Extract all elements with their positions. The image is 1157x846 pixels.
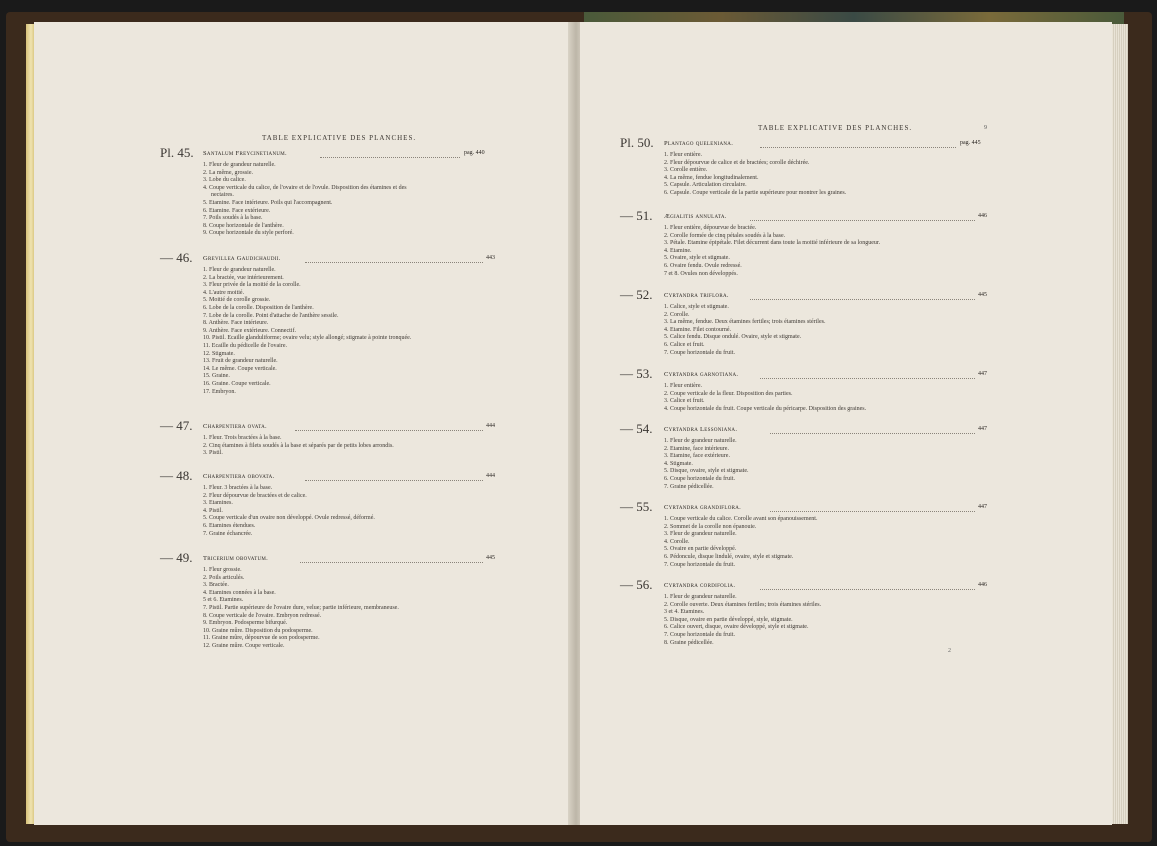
leader-dots <box>300 554 483 563</box>
species-name: Cyrtandra grandiflora. <box>664 504 742 511</box>
page-ref: 444 <box>486 473 495 479</box>
list-item: 2. La bractée, vue intérieurement. <box>203 274 284 281</box>
list-item: 5. Etamine. Face intérieure. Poils qui l'accompagnent. <box>203 199 333 206</box>
list-item: 4. Corolle. <box>664 538 690 545</box>
plate-number: — 52. <box>620 287 653 302</box>
species-name: Cyrtandra Lessoniana. <box>664 426 738 433</box>
list-item: 9. Anthère. Face extérieure. Connectif. <box>203 327 296 334</box>
list-item: 5. Ovaire en partie développé. <box>664 546 737 553</box>
list-item: 1. Fleur entière. <box>664 152 702 158</box>
list-item: 5. Ovaire, style et stigmate. <box>664 255 730 262</box>
list-item: 6. Coupe horizontale du fruit. <box>664 475 735 482</box>
list-item: 7. Poils soudés à la base. <box>203 215 263 222</box>
plate-section-48 <box>160 468 495 538</box>
plate-number: — 47. <box>160 418 193 433</box>
list-item: 1. Fleur de grandeur naturelle. <box>664 594 737 600</box>
list-item: 12. Stigmate. <box>203 350 235 357</box>
leader-dots <box>760 370 975 379</box>
page-ref: 447 <box>978 371 987 377</box>
list-item: 5. Capsule. Articulation circulaire. <box>664 182 747 189</box>
list-item: 6. Capsule. Coupe verticale de la partie supérieure pour montrer les graines. <box>664 189 847 196</box>
species-name: Cyrtandra triflora. <box>664 292 729 299</box>
leader-dots <box>750 291 975 300</box>
list-item: 12. Graine mûre. Coupe verticale. <box>203 642 285 649</box>
leader-dots <box>320 149 460 158</box>
list-item: 3 et 4. Etamines. <box>664 609 705 616</box>
plate-number: — 55. <box>620 499 653 514</box>
list-item: 7. Lobe de la corolle. Point d'attache de l'anthère sessile. <box>203 312 339 319</box>
list-item: 4. Etamine. Filet contourné. <box>664 326 731 333</box>
list-item: 1. Calice, style et stigmate. <box>664 304 729 310</box>
list-item: 2. La même, grossie. <box>203 169 253 176</box>
list-item: 4. La même, fendue longitudinalement. <box>664 174 759 181</box>
list-item: 7. Coupe horizontale du fruit. <box>664 631 735 638</box>
list-item: 2. Corolle ouverte. Deux étamines fertiles; trois étamines stériles. <box>664 601 822 608</box>
list-item: 7. Graine pédicellée. <box>664 483 714 490</box>
species-name: Charpentiera ovata. <box>203 423 267 430</box>
left-page <box>34 22 574 825</box>
page-ref: 446 <box>978 582 987 588</box>
list-item: 3. Pétale. Etamine épipétale. Filet décurrent dans toute la moitié inférieure de sa longueur. <box>664 240 881 247</box>
list-item: 9. Embryon. Podosperme bifurqué. <box>203 620 288 627</box>
signature-number: 2 <box>948 648 951 654</box>
figure-list <box>160 435 490 458</box>
plate-number: Pl. 45. <box>160 145 194 160</box>
list-item: 3. Bractée. <box>203 582 229 589</box>
list-item: 2. Poils articulés. <box>203 574 245 581</box>
page-ref: 447 <box>978 426 987 432</box>
list-item: 11. Graine mûre, dépourvue de son podosperme. <box>203 635 320 642</box>
plate-number: — 53. <box>620 366 653 381</box>
list-item: 2. Coupe verticale de la fleur. Disposition des parties. <box>664 390 793 397</box>
figure-list <box>620 304 990 357</box>
leader-dots <box>760 581 975 590</box>
species-name: Cyrtandra cordifolia. <box>664 582 736 589</box>
list-item: 1. Coupe verticale du calice. Corolle avant son épanouissement. <box>664 516 818 522</box>
list-item: 7 et 8. Ovules non développés. <box>664 270 738 277</box>
list-item: 6. Pédoncule, disque lindulé, ovaire, style et stigmate. <box>664 553 794 560</box>
list-item: 2. Cinq étamines à filets soudés à la base et séparés par de petits lobes arrondis. <box>203 442 394 449</box>
leader-dots <box>295 422 483 431</box>
page-header: TABLE EXPLICATIVE DES PLANCHES. <box>758 124 913 132</box>
leader-dots <box>750 212 975 221</box>
list-item: 8. Anthère. Face intérieure. <box>203 320 269 327</box>
species-name: Cyrtandra garnotiana. <box>664 371 739 378</box>
list-item: 5. Calice fendu. Disque ondulé. Ovaire, style et stigmate. <box>664 334 802 341</box>
plate-section-47 <box>160 418 495 458</box>
figure-list <box>620 594 990 647</box>
list-item: 5 et 6. Etamines. <box>203 597 244 604</box>
list-item: 6. Calice ouvert, disque, ovaire développé, style et stigmate. <box>664 624 809 631</box>
plate-section-52 <box>620 287 990 357</box>
list-item: 3. Corolle entière. <box>664 167 708 174</box>
list-item: 5. Moitié de corolle grossie. <box>203 297 271 304</box>
page-stack-edge <box>1110 24 1128 824</box>
figure-list <box>160 267 490 396</box>
list-item: 2. Etamine, face intérieure. <box>664 445 729 452</box>
plate-section-55 <box>620 499 990 569</box>
list-item: 6. Etamines étendues. <box>203 522 256 529</box>
list-item: 15. Graine. <box>203 373 230 380</box>
plate-section-54 <box>620 421 990 491</box>
list-item: 3. Lobe du calice. <box>203 177 246 184</box>
figure-list <box>620 383 990 413</box>
plate-number: — 48. <box>160 468 193 483</box>
page-ref: pag. 445 <box>960 140 981 146</box>
list-item: 1. Fleur grossie. <box>203 567 242 573</box>
species-name: Charpentiera obovata. <box>203 473 275 480</box>
list-item: 2. Fleur dépourvue de calice et de bractées; corolle déchirée. <box>664 159 810 166</box>
species-name: Santalum Freycinetianum. <box>203 150 287 157</box>
list-item: 4. Etamine. <box>664 247 692 254</box>
list-item: 3. Calice et fruit. <box>664 398 705 405</box>
list-item: 4. Stigmate. <box>664 460 693 467</box>
list-item: 6. Lobe de la corolle. Disposition de l'anthère. <box>203 304 314 311</box>
list-item: 7. Coupe horizontale du fruit. <box>664 561 735 568</box>
leader-dots <box>770 503 975 512</box>
page-ref: 444 <box>486 423 495 429</box>
list-item: 8. Graine pédicellée. <box>664 639 714 646</box>
plate-section-50 <box>620 135 990 198</box>
list-item: 3. Pistil. <box>203 450 223 457</box>
list-item: 5. Coupe verticale d'un ovaire non développé. Ovule redressé, déformé. <box>203 515 375 522</box>
list-item: 3. Fleur de grandeur naturelle. <box>664 531 737 538</box>
list-item: 4. Coupe verticale du calice, de l'ovaire et de l'ovule. Disposition des étamines et des <box>203 184 407 191</box>
plate-number: Pl. 50. <box>620 135 654 150</box>
plate-section-56 <box>620 577 990 647</box>
list-item: 3. La même, fendue. Deux étamines fertiles; trois étamines stériles. <box>664 319 826 326</box>
plate-section-49 <box>160 550 495 651</box>
list-item: 8. Coupe horizontale de l'anthère. <box>203 222 284 229</box>
list-item: 1. Fleur. Trois bractées à la base. <box>203 435 282 441</box>
leader-dots <box>305 254 483 263</box>
figure-list <box>620 516 990 569</box>
list-item: 1. Fleur de grandeur naturelle. <box>664 438 737 444</box>
plate-section-53 <box>620 366 990 413</box>
plate-number: — 56. <box>620 577 653 592</box>
plate-section-46 <box>160 250 495 396</box>
list-item: 9. Coupe horizontale du style perforé. <box>203 230 294 237</box>
list-item: 1. Fleur de grandeur naturelle. <box>203 267 276 273</box>
plate-number: — 49. <box>160 550 193 565</box>
figure-list <box>160 485 490 538</box>
list-item: 4. Etamines connées à la base. <box>203 589 276 596</box>
leader-dots <box>770 425 975 434</box>
figure-list <box>620 225 990 278</box>
list-item: 3. Fleur privée de la moitié de la corolle. <box>203 282 301 289</box>
list-item: 1. Fleur de grandeur naturelle. <box>203 162 276 168</box>
list-item: 1. Fleur entière. <box>664 383 702 389</box>
right-page <box>580 22 1112 825</box>
species-name: Tricerium obovatum. <box>203 555 269 562</box>
page-ref: 447 <box>978 504 987 510</box>
list-item: 8. Coupe verticale de l'ovaire. Embryon redressé. <box>203 612 322 619</box>
list-item: 7. Graine échancrée. <box>203 530 253 537</box>
species-name: Ægialitis annulata. <box>664 213 727 220</box>
list-item: 6. Calice et fruit. <box>664 341 705 348</box>
list-item: 2. Corolle formée de cinq pétales soudés à la base. <box>664 232 786 239</box>
list-item: 3. Etamines. <box>203 500 233 507</box>
list-item: 1. Fleur entière, dépourvue de bractée. <box>664 225 757 231</box>
page-ref: 445 <box>978 292 987 298</box>
page-number: 9 <box>984 125 987 131</box>
list-item: 13. Fruit de grandeur naturelle. <box>203 358 278 365</box>
page-ref: 445 <box>486 555 495 561</box>
page-ref: pag. 440 <box>464 150 485 156</box>
list-item: 7. Pistil. Partie supérieure de l'ovaire dure, velue; partie inférieure, membraneuse. <box>203 604 399 611</box>
list-item: 2. Fleur dépourvue de bractées et de calice. <box>203 492 307 499</box>
plate-number: — 54. <box>620 421 653 436</box>
leader-dots <box>760 139 956 148</box>
plate-number: — 51. <box>620 208 653 223</box>
list-item: 10. Graine mûre. Disposition du podosperme. <box>203 627 313 634</box>
list-item: 6. Ovaire fendu. Ovule redressé. <box>664 262 742 269</box>
leader-dots <box>305 472 483 481</box>
list-item: 5. Disque, ovaire, style et stigmate. <box>664 468 749 475</box>
plate-number: — 46. <box>160 250 193 265</box>
figure-list <box>620 152 990 198</box>
list-item: 4. Pistil. <box>203 507 223 514</box>
list-item: 11. Ecaille du pédicelle de l'ovaire. <box>203 342 287 349</box>
species-name: Grevillea Gaudichaudii. <box>203 255 281 262</box>
page-ref: 446 <box>978 213 987 219</box>
figure-list <box>160 162 490 238</box>
list-item: nectaires. <box>211 192 234 199</box>
list-item: 16. Graine. Coupe verticale. <box>203 380 271 387</box>
list-item: 3. Etamine, face extérieure. <box>664 453 730 460</box>
page-header: TABLE EXPLICATIVE DES PLANCHES. <box>262 134 417 142</box>
list-item: 17. Embryon. <box>203 388 236 395</box>
list-item: 4. L'autre moitié. <box>203 289 245 296</box>
list-item: 7. Coupe horizontale du fruit. <box>664 349 735 356</box>
list-item: 2. Sommet de la corolle non épanouie. <box>664 523 757 530</box>
plate-section-51 <box>620 208 990 278</box>
list-item: 2. Corolle. <box>664 311 690 318</box>
list-item: 1. Fleur. 3 bractées à la base. <box>203 485 273 491</box>
list-item: 4. Coupe horizontale du fruit. Coupe verticale du péricarpe. Disposition des graines. <box>664 405 867 412</box>
list-item: 5. Disque, ovaire en partie développé, style, stigmate. <box>664 616 793 623</box>
species-name: Plantago queleniana. <box>664 140 734 147</box>
page-ref: 443 <box>486 255 495 261</box>
figure-list <box>620 438 990 491</box>
figure-list <box>160 567 490 651</box>
list-item: 6. Etamine. Face extérieure. <box>203 207 271 214</box>
list-item: 10. Pistil. Ecaille glanduliforme; ovaire velu; style allongé; stigmate à pointe tronquée. <box>203 335 412 342</box>
plate-section-45 <box>160 145 490 238</box>
list-item: 14. Le même. Coupe verticale. <box>203 365 277 372</box>
